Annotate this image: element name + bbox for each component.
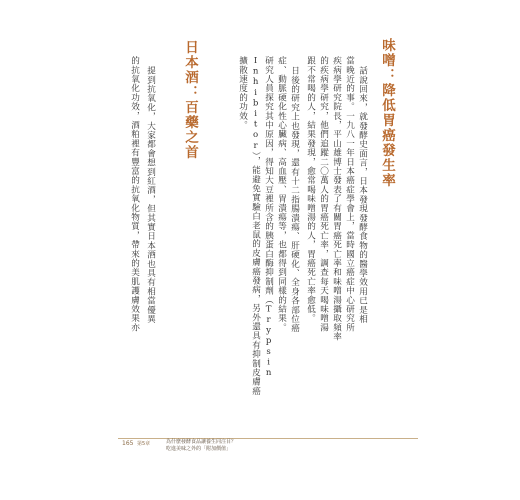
section-heading-sake: 日本酒：百藥之首 (182, 40, 198, 160)
running-title (166, 439, 236, 453)
page-number: 165 (122, 440, 134, 447)
footer-rule (118, 438, 418, 439)
body-column: 跟不常喝的人，結果發現，愈常喝味噌湯的人，胃癌死亡率愈低。 (305, 56, 316, 323)
body-column: 的疾病學研究，他們追蹤二〇萬人的胃癌死亡率，調查每天喝味噌湯 (318, 56, 329, 332)
body-column: 的抗氧化功效，酒粕裡有豐富的抗氧化物質，帶來的美肌護膚效果亦 (129, 56, 140, 332)
body-column: 當晚近的事。一九八一年日本癌症學會上，當時國立癌症中心研究所 (344, 56, 355, 332)
body-column: Inhibitor），能避免實驗白老鼠的皮膚癌發病，另外還具有抑制皮膚癌 (250, 56, 261, 396)
body-column: 提到抗氧化，大家都會想到紅酒，但其實日本酒也具有相當優異 (145, 66, 156, 324)
body-column: 症、動脈硬化性心臟病、高血壓、胃潰瘍等，也都得到同樣的結果。 (276, 56, 287, 332)
chapter-label: 第5章 (137, 441, 151, 447)
body-column: 研究人員探究其中原因，得知大豆裡所含的胰蛋白酶抑制劑（Trypsin (263, 56, 274, 379)
running-title-line2: 吃進美味之外的「附加價值」 (166, 446, 232, 452)
section-heading-miso: 味噌：降低胃癌發生率 (379, 38, 395, 188)
body-column: 擴散速度的功效。 (237, 56, 248, 130)
body-column: 日後的研究上也發現，還有十二指腸潰瘍、肝硬化、全身各部位癌 (289, 66, 300, 333)
running-title-line1: 為什麼發酵食品讓養生同注目？ (166, 439, 237, 445)
body-column: 疾病學研究院長，平山雄博士發表了有關胃癌死亡率和味噌湯攝取頻率 (331, 56, 342, 342)
body-column: 話說回來，就發酵史面言，日本發現發酵食物的醫學效用已是相 (357, 66, 368, 324)
